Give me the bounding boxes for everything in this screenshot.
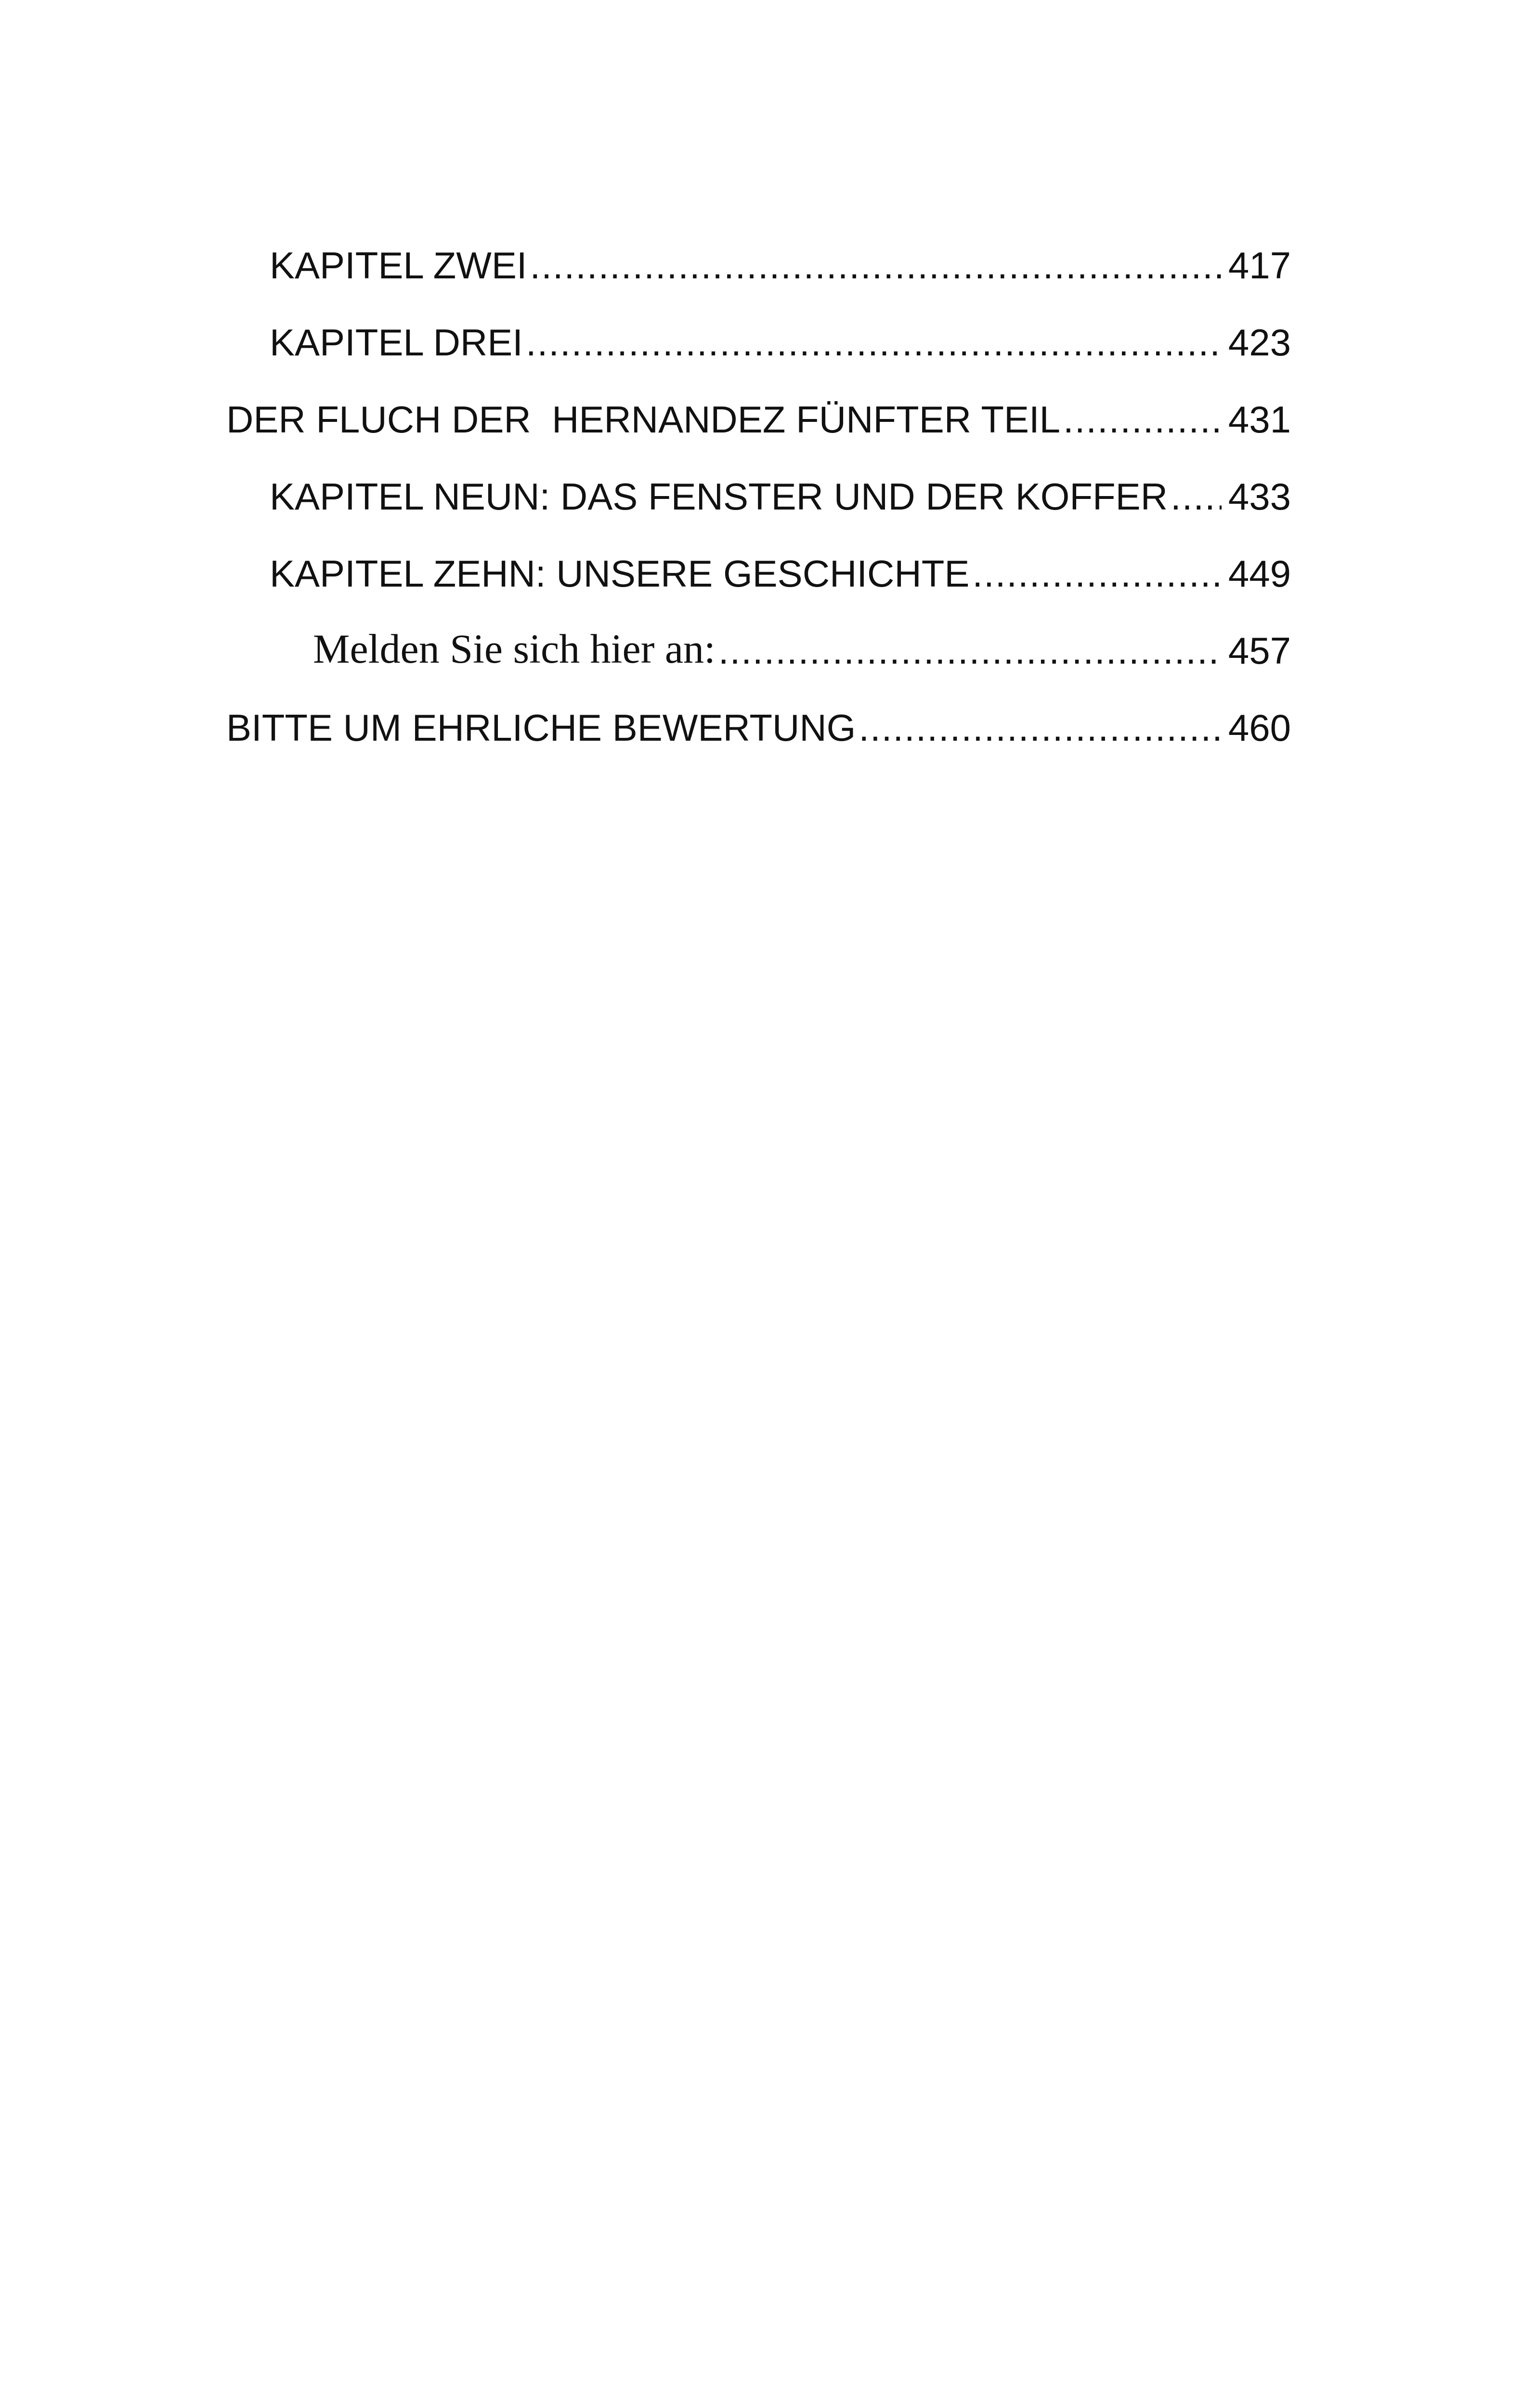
toc-entry-der-fluch-fuenfter-teil[interactable] [226, 374, 1291, 441]
dot-leader [972, 555, 1222, 595]
toc-entry-page-number: 423 [1228, 321, 1291, 364]
dot-leader [1171, 478, 1222, 518]
toc-entry-page-number: 460 [1228, 707, 1291, 749]
toc-entry-kapitel-drei[interactable] [270, 297, 1291, 364]
toc-entry-bitte-um-ehrliche-bewertung[interactable] [226, 682, 1291, 749]
toc-entry-page-number: 433 [1228, 475, 1291, 518]
dot-leader [526, 324, 1222, 364]
toc-entry-page-number: 417 [1228, 244, 1291, 287]
toc-entry-title: KAPITEL DREI [270, 321, 523, 364]
toc-entry-melden-sie-sich-hier-an[interactable] [313, 605, 1291, 672]
dot-leader [718, 632, 1222, 672]
dot-leader [1063, 401, 1222, 441]
toc-entry-kapitel-neun[interactable] [270, 451, 1291, 518]
dot-leader [530, 247, 1222, 287]
toc-entry-page-number: 457 [1228, 629, 1291, 672]
toc-entry-title: KAPITEL NEUN: DAS FENSTER UND DER KOFFER [270, 475, 1168, 518]
toc-entry-title: BITTE UM EHRLICHE BEWERTUNG [226, 707, 856, 749]
toc-entry-title: KAPITEL ZEHN: UNSERE GESCHICHTE [270, 552, 970, 595]
toc-entry-title: KAPITEL ZWEI [270, 244, 527, 287]
toc-entry-kapitel-zwei[interactable] [270, 220, 1291, 287]
toc-entry-kapitel-zehn[interactable] [270, 528, 1291, 595]
toc-entry-page-number: 431 [1228, 398, 1291, 441]
dot-leader [859, 709, 1222, 749]
toc-entry-page-number: 449 [1228, 552, 1291, 595]
toc-entry-title: Melden Sie sich hier an: [313, 626, 716, 672]
toc-entry-title: DER FLUCH DER HERNANDEZ FÜNFTER TEIL [226, 398, 1061, 441]
